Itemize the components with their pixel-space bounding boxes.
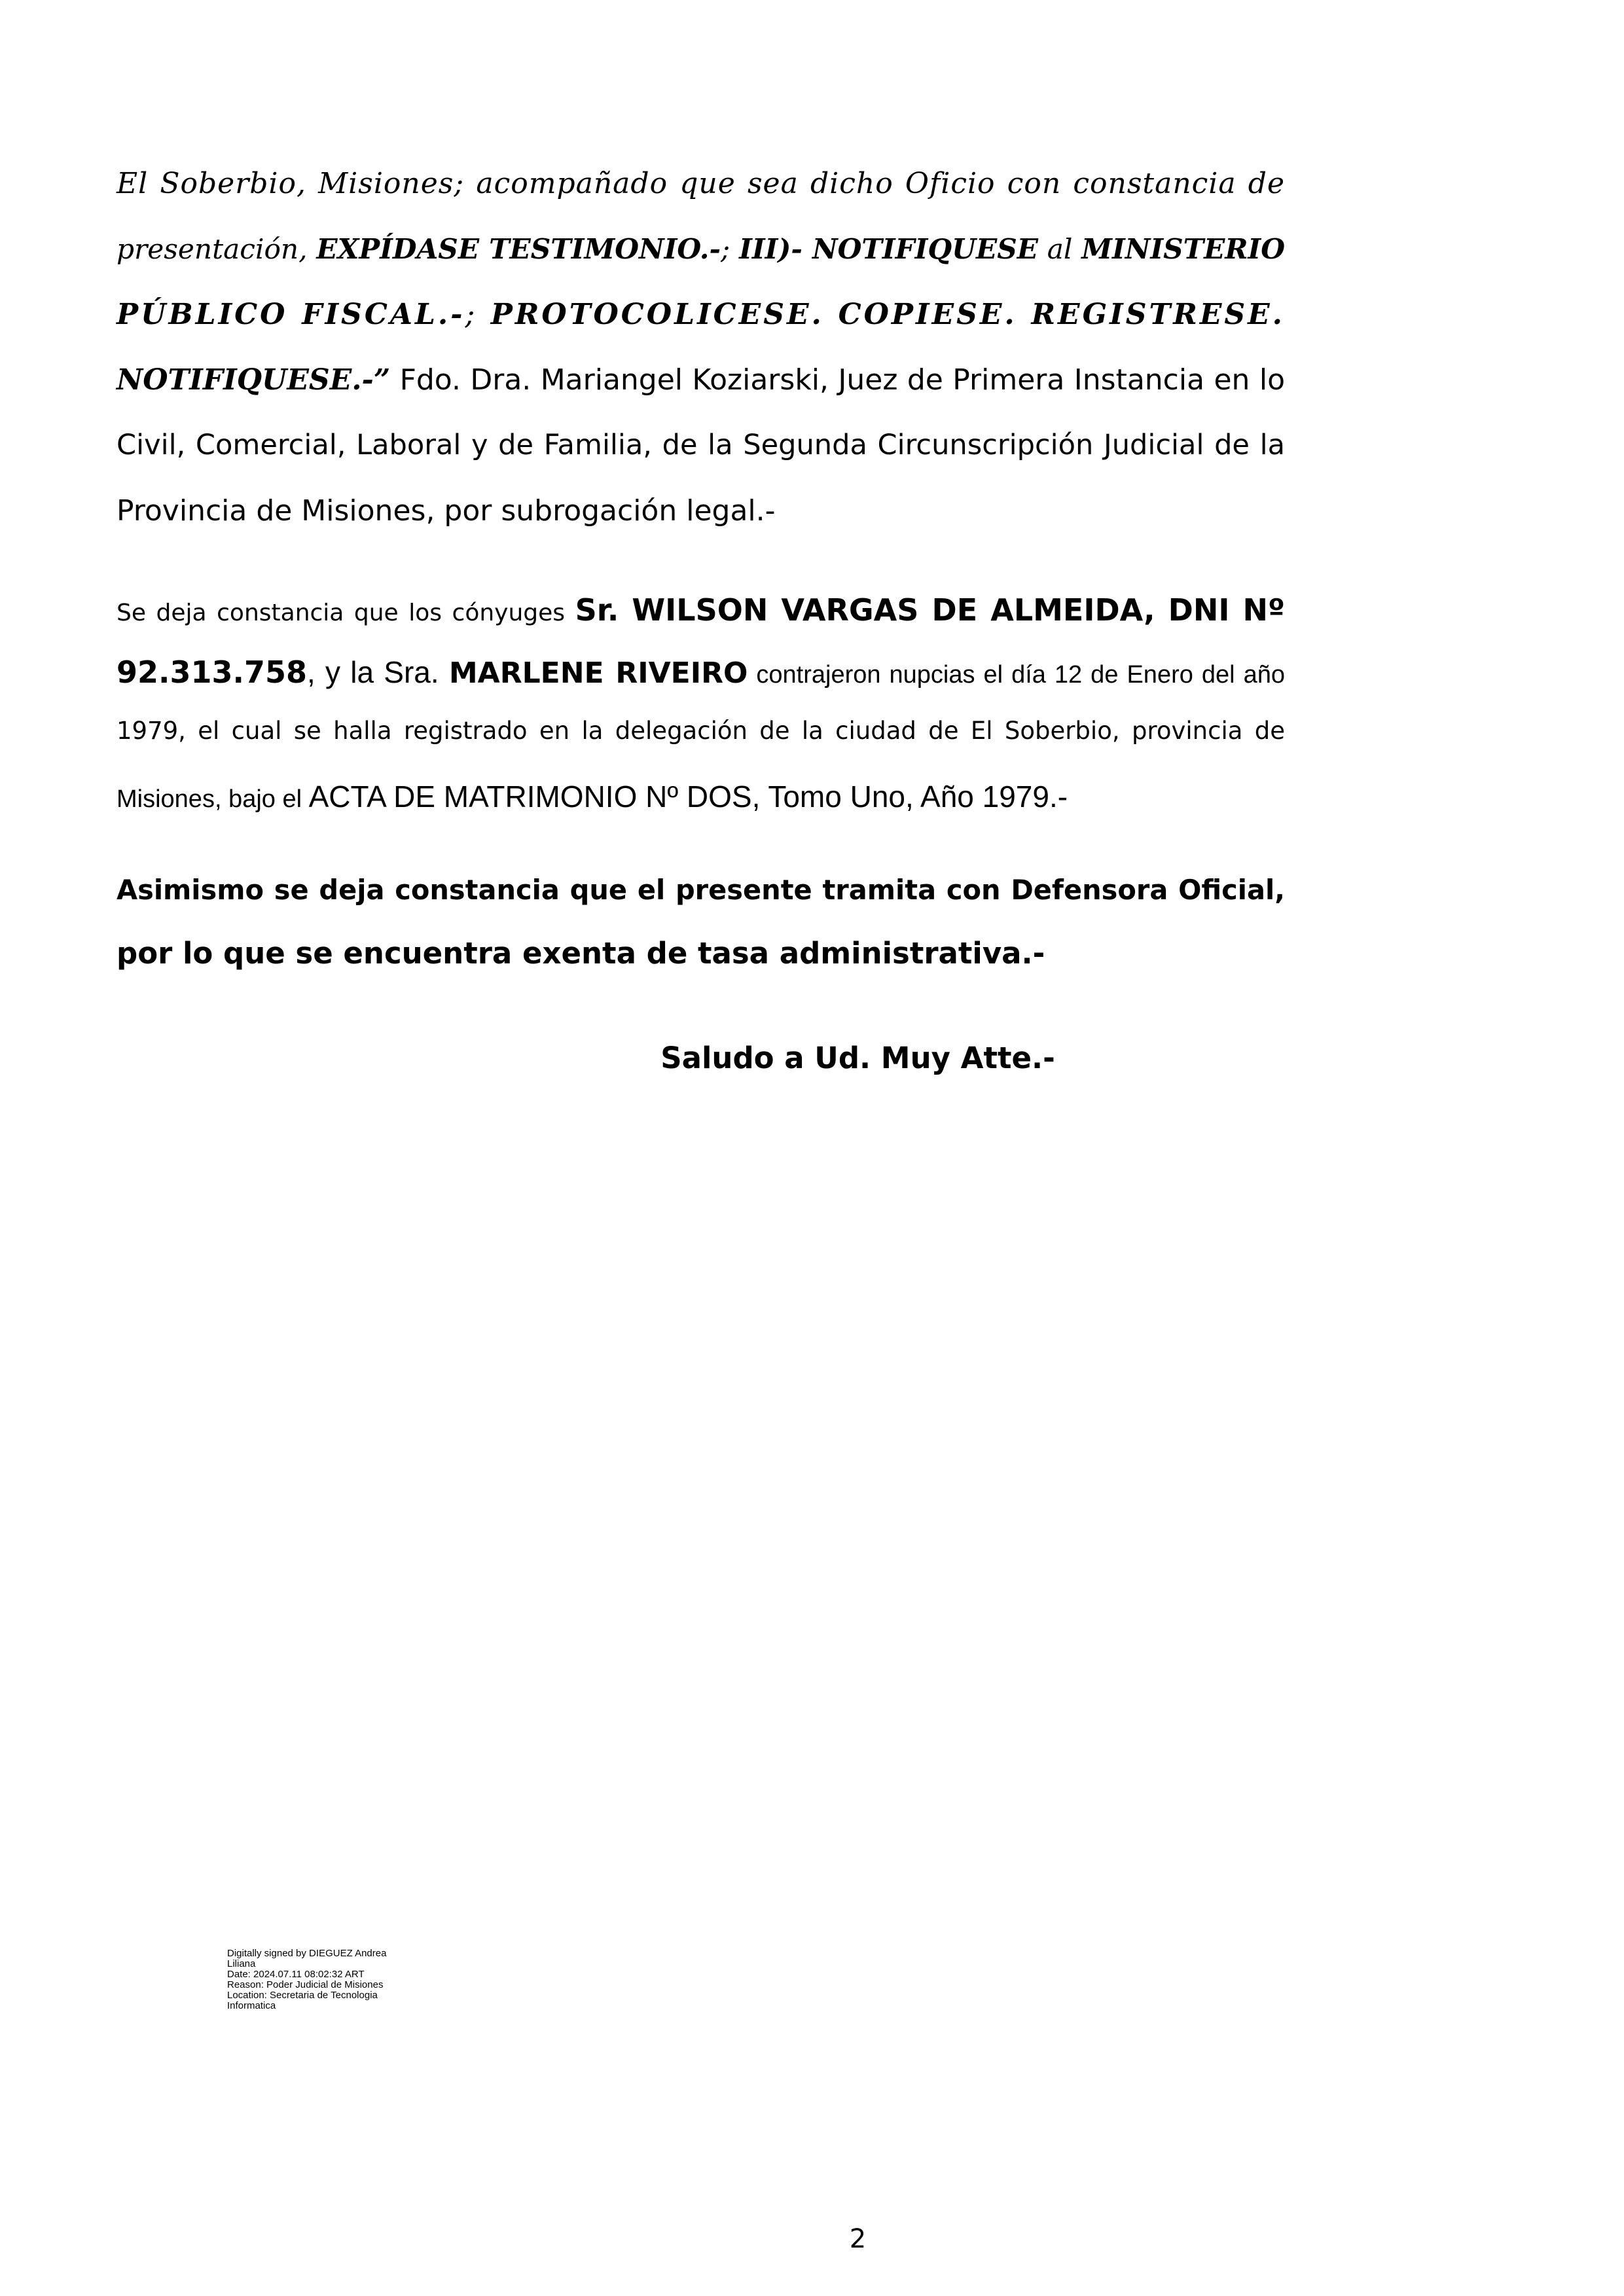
paragraph-line [117,655,1285,690]
paragraph-line: por lo que se encuentra exenta de tasa administrativa.- [117,936,1045,971]
text-run: contrajeron nupcias el día 12 de Enero del año [748,661,1285,689]
text-run-bold: MINISTERIO [1081,232,1285,265]
paragraph-line [117,779,1285,814]
signature-line: Digitally signed by DIEGUEZ Andrea [227,1948,387,1959]
paragraph-line [117,592,1285,628]
text-run: , y la Sra. [307,655,449,689]
text-run-bold: Sr. WILSON VARGAS DE ALMEIDA, DNI Nº [575,592,1285,628]
paragraph-line [117,232,1285,265]
paragraph-line: Asimismo se deja constancia que el presente tramita con Defensora Oficial, [117,874,1285,906]
text-run: presentación, [117,233,317,265]
text-run: Misiones, bajo el [117,785,309,813]
paragraph-line: 1979, el cual se halla registrado en la delegación de la ciudad de El Soberbio, provincia de [117,717,1285,745]
text-run-bold: NOTIFIQUESE.-” [117,363,391,397]
signature-line: Informatica [227,2000,276,2011]
page-number: 2 [849,2224,867,2254]
paragraph-line: Provincia de Misiones, por subrogación legal.- [117,494,776,528]
text-run-bold: PROTOCOLICESE. COPIESE. REGISTRESE. [490,298,1285,331]
text-run: Se deja constancia que los cónyuges [117,600,575,626]
signature-line: Liliana [227,1958,256,1969]
text-run: ACTA DE MATRIMONIO Nº DOS, Tomo Uno, Año 1979.- [308,780,1068,814]
text-run: ; [465,298,491,331]
text-run-bold: EXPÍDASE TESTIMONIO.- [316,232,721,265]
digital-signature-stamp [227,1948,463,2011]
paragraph-line [117,363,1285,397]
signature-line: Date: 2024.07.11 08:02:32 ART [227,1969,365,1980]
closing-salutation: Saludo a Ud. Muy Atte.- [660,1041,1055,1075]
text-run: ; [721,233,740,265]
paragraph-line [117,298,1285,331]
text-run-bold: 92.313.758 [117,655,308,690]
signature-line: Location: Secretaria de Tecnologia [227,1990,378,2001]
text-run-bold: III)- NOTIFIQUESE [739,232,1038,265]
text-run: al [1038,233,1082,265]
paragraph-line: Civil, Comercial, Laboral y de Familia, de la Segunda Circunscripción Judicial de la [117,429,1285,461]
text-run: Fdo. Dra. Mariangel Koziarski, Juez de Primera Instancia en lo [390,363,1285,397]
text-run-bold: MARLENE RIVEIRO [448,656,748,690]
signature-line: Reason: Poder Judicial de Misiones [227,1979,384,1990]
paragraph-line: El Soberbio, Misiones; acompañado que sea dicho Oficio con constancia de [117,167,1285,200]
text-run-bold: PÚBLICO FISCAL.- [117,298,465,331]
